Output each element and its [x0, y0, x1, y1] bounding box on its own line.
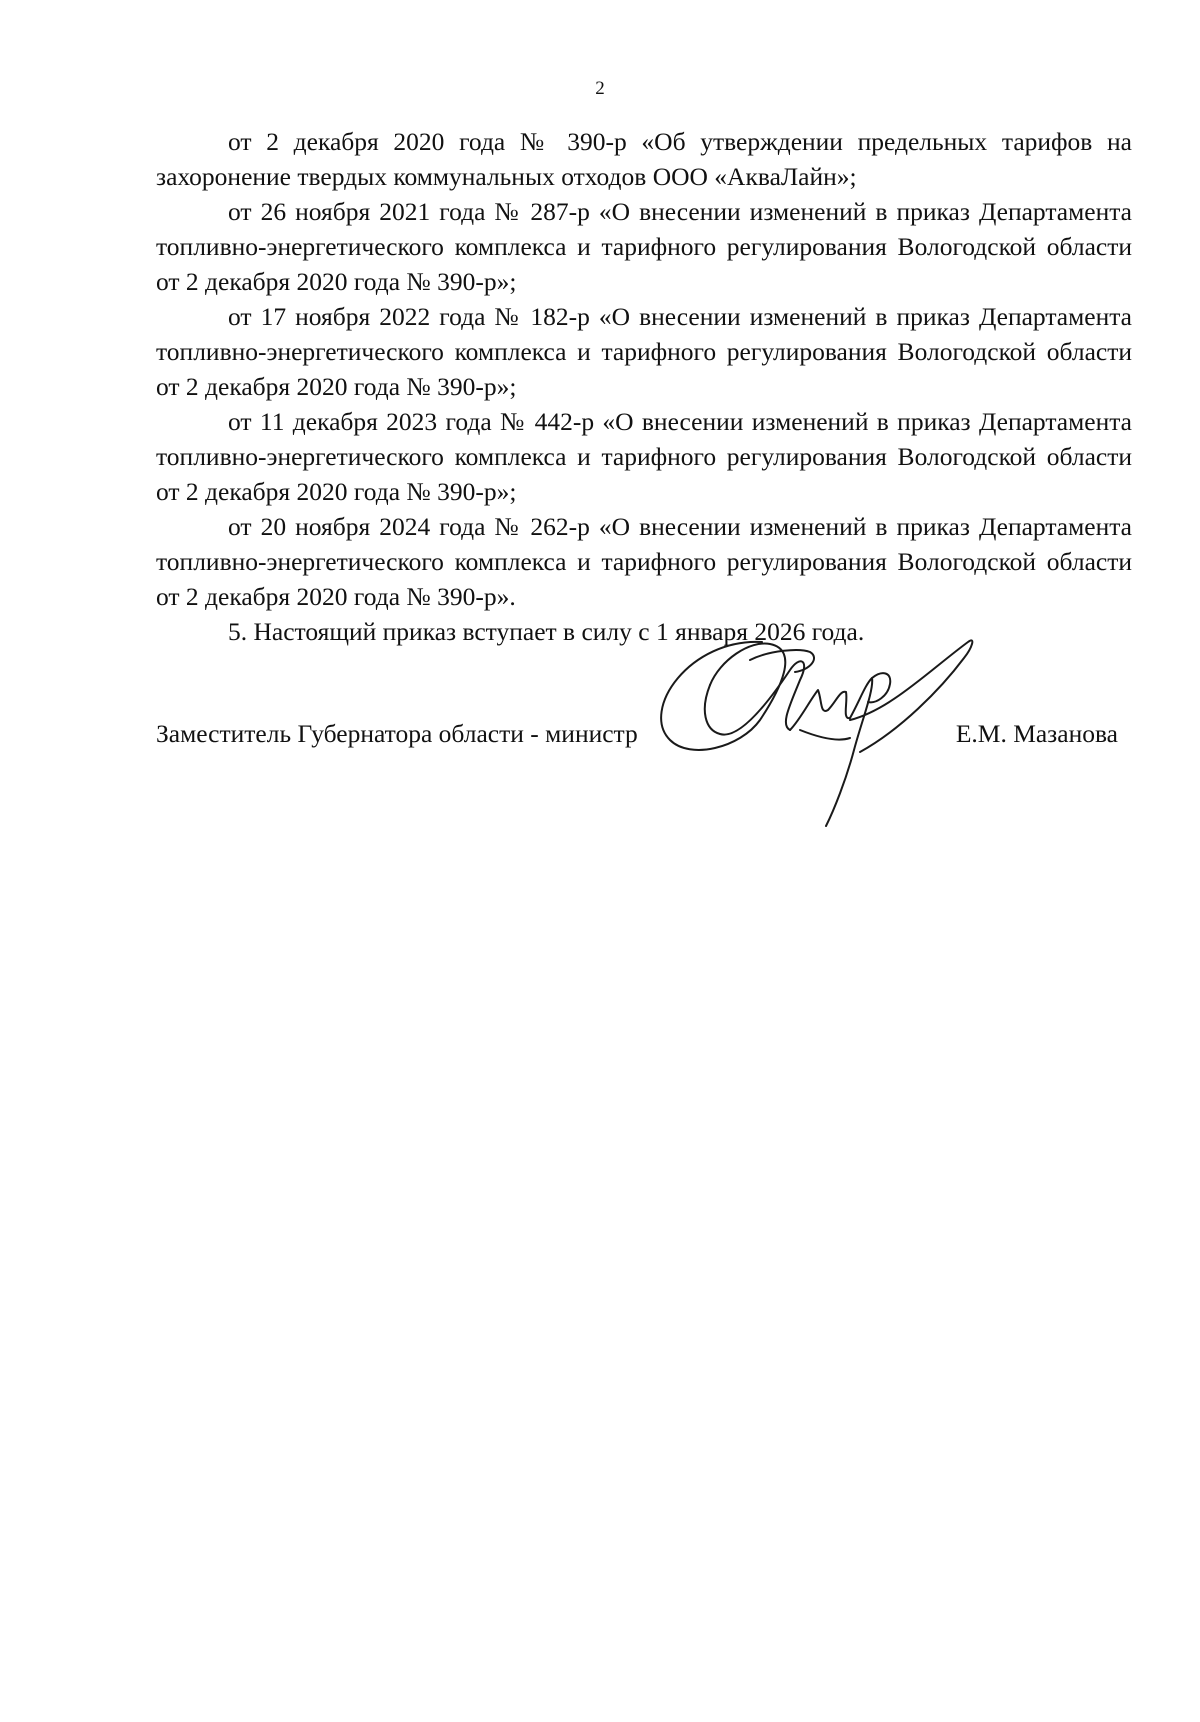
paragraph-effective-date: 5. Настоящий приказ вступает в силу с 1 января 2026 года. — [228, 617, 865, 646]
handwritten-signature — [650, 630, 980, 830]
page-number: 2 — [595, 78, 605, 99]
paragraph-order-287: от 26 ноября 2021 года № 287-р «О внесении изменений в приказ Департамента топливно-энергетического комплекса и тарифного регулирования Вологодской области от 2 декабря 2020 года № 390-р»; — [156, 197, 1132, 296]
paragraph-order-182: от 17 ноября 2022 года № 182-р «О внесении изменений в приказ Департамента топливно-энергетического комплекса и тарифного регулирования Вологодской области от 2 декабря 2020 года № 390-р»; — [156, 302, 1132, 401]
signatory-name: Е.М. Мазанова — [955, 719, 1118, 748]
signatory-title: Заместитель Губернатора области - министр — [156, 719, 638, 748]
document-body — [156, 124, 1132, 649]
paragraph-order-390: от 2 декабря 2020 года № 390-р «Об утверждении предельных тарифов на захоронение твердых коммунальных отходов ООО «АкваЛайн»; — [156, 127, 1132, 191]
paragraph-order-442: от 11 декабря 2023 года № 442-р «О внесении изменений в приказ Департамента топливно-энергетического комплекса и тарифного регулирования Вологодской области от 2 декабря 2020 года № 390-р»; — [156, 407, 1132, 506]
paragraph-order-262: от 20 ноября 2024 года № 262-р «О внесении изменений в приказ Департамента топливно-энергетического комплекса и тарифного регулирования Вологодской области от 2 декабря 2020 года № 390-р». — [156, 512, 1132, 611]
